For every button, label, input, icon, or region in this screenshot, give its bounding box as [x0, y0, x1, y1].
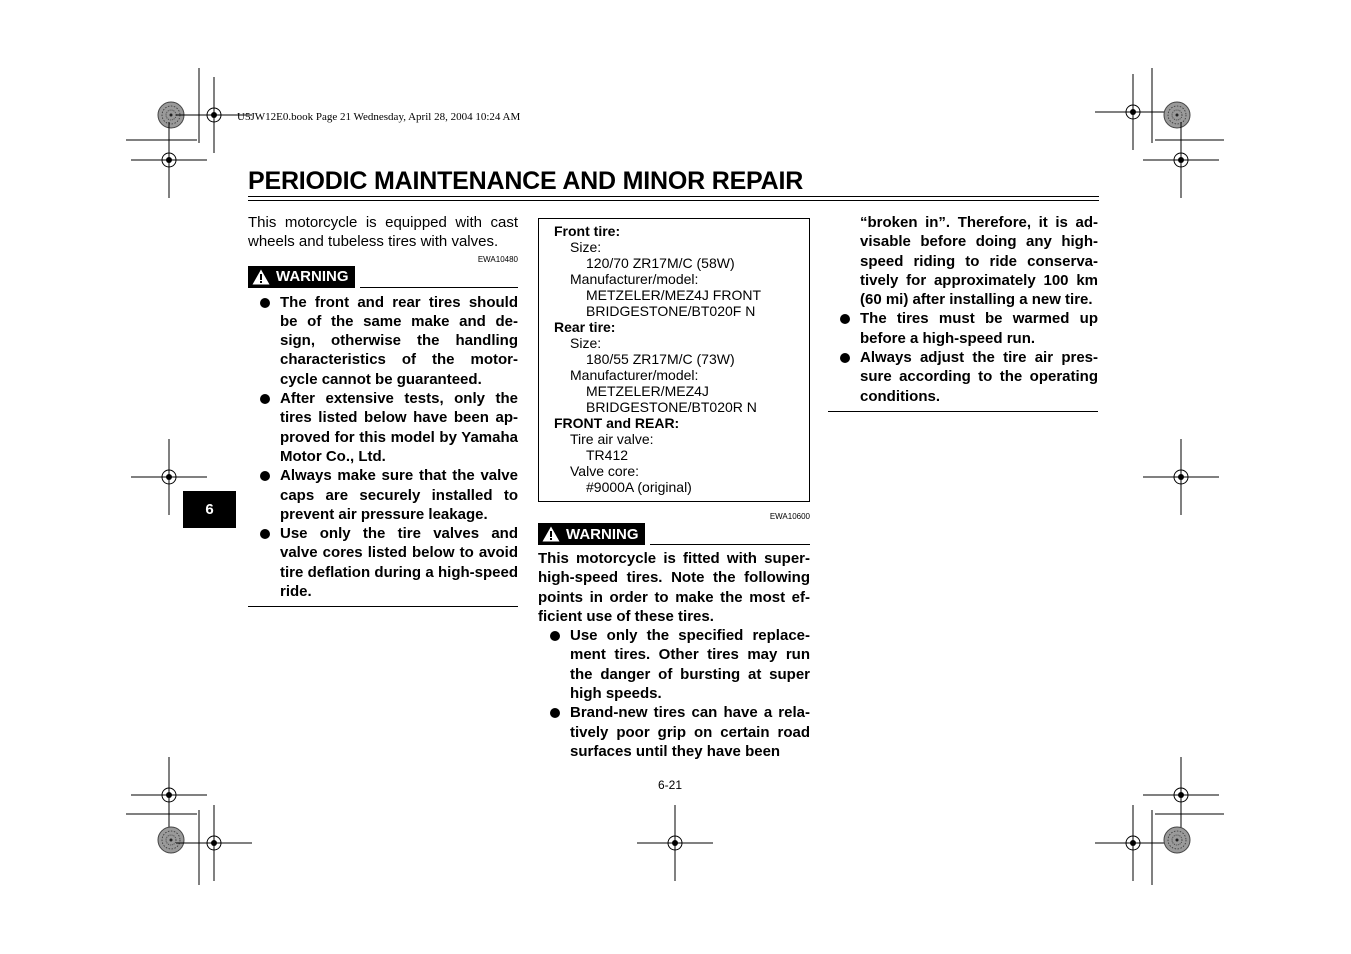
warning-rule	[650, 544, 811, 545]
spec-value: #9000A (original)	[586, 479, 692, 495]
bullet-icon	[840, 353, 850, 363]
registration-cross-icon	[1143, 757, 1219, 833]
title-rule	[248, 200, 1099, 201]
registration-star-icon	[1164, 102, 1190, 128]
warning-end-rule	[248, 606, 518, 607]
registration-cross-icon	[131, 757, 207, 833]
left-column	[248, 213, 518, 607]
spec-heading: Rear tire:	[554, 319, 616, 335]
spec-heading: FRONT and REAR:	[554, 415, 680, 431]
intro-paragraph: This motorcycle is equipped with cast wheels and tubeless tires with valves.	[248, 214, 518, 251]
warning-code: EWA10480	[477, 254, 518, 264]
spec-label: Manufacturer/model:	[570, 271, 699, 287]
spec-value: 180/55 ZR17M/C (73W)	[586, 351, 735, 367]
list-item: The tires must be warmed up before a high-speed run.	[828, 309, 1098, 348]
bullet-icon	[260, 394, 270, 404]
spec-value: METZELER/MEZ4J	[586, 383, 709, 399]
spec-label: Size:	[570, 239, 602, 255]
bullet-icon	[260, 529, 270, 539]
middle-column	[538, 218, 810, 761]
chapter-tab	[183, 491, 236, 528]
list-item: Use only the tire valves and valve cores listed below to avoid tire deflation during a high-speed ride.	[248, 524, 518, 601]
spec-label: Valve core:	[570, 463, 639, 479]
bullet-icon	[550, 708, 560, 718]
list-item: After extensive tests, only the tires listed below have been ap-proved for this model by Yamaha Motor Co., Ltd.	[248, 389, 518, 466]
warning-triangle-icon	[252, 269, 270, 285]
warning-end-rule	[828, 411, 1098, 412]
right-column	[828, 213, 1098, 412]
list-item: The front and rear tires should be of the same make and de-sign, otherwise the handling characteristics of the motor-cycle cannot be guaranteed.	[248, 293, 518, 389]
spec-value: BRIDGESTONE/BT020F N	[586, 303, 756, 319]
registration-cross-icon	[131, 122, 207, 198]
warning-header	[538, 523, 810, 545]
bullet-icon	[260, 471, 270, 481]
title-rule	[248, 196, 1099, 197]
page-title: PERIODIC MAINTENANCE AND MINOR REPAIR	[248, 167, 804, 195]
spec-value: BRIDGESTONE/BT020R N	[586, 399, 757, 415]
registration-cross-icon	[1095, 74, 1171, 150]
tire-spec-box	[538, 218, 810, 502]
registration-cross-icon	[1095, 805, 1171, 881]
spec-heading: Front tire:	[554, 223, 621, 239]
bullet-icon	[840, 314, 850, 324]
file-info-header: U5JW12E0.book Page 21 Wednesday, April 28, 2004 10:24 AM	[237, 111, 521, 123]
warning-label: WARNING	[566, 525, 639, 543]
bullet-icon	[260, 298, 270, 308]
list-item: Use only the specified replace-ment tires. Other tires may run the danger of bursting at super high speeds.	[538, 626, 810, 703]
spec-label: Size:	[570, 335, 602, 351]
list-item: Always adjust the tire air pres-sure according to the operating conditions.	[828, 348, 1098, 406]
warning-label: WARNING	[276, 268, 349, 286]
spec-label: Manufacturer/model:	[570, 367, 699, 383]
warning-list	[248, 293, 518, 602]
list-item: “broken in”. Therefore, it is ad-visable before doing any high-speed riding to ride conserva-tively for approximately 100 km (60 mi) after installing a new tire.	[860, 214, 1098, 309]
warning-triangle-icon	[542, 526, 560, 542]
registration-star-icon	[158, 827, 184, 853]
page-number: 6-21	[658, 778, 683, 792]
spec-label: Tire air valve:	[570, 431, 654, 447]
spec-value: METZELER/MEZ4J FRONT	[586, 287, 762, 303]
warning-intro: This motorcycle is fitted with super-high-speed tires. Note the following points in order to make the most ef-ficient use of these tires.	[538, 550, 810, 625]
warning-badge	[538, 523, 645, 545]
registration-cross-icon	[1143, 122, 1219, 198]
warning-code: EWA10600	[769, 512, 810, 521]
warning-header	[248, 266, 518, 288]
registration-cross-icon	[637, 805, 713, 881]
registration-cross-icon	[176, 805, 252, 881]
registration-cross-icon	[1143, 439, 1219, 515]
warning-rule	[360, 287, 519, 288]
spec-value: TR412	[586, 447, 629, 463]
registration-star-icon	[1164, 827, 1190, 853]
bullet-icon	[550, 631, 560, 641]
warning-badge	[248, 266, 355, 288]
spec-value: 120/70 ZR17M/C (58W)	[586, 255, 735, 271]
list-item: Brand-new tires can have a rela-tively poor grip on certain road surfaces until they have been	[538, 703, 810, 761]
warning-list	[538, 626, 810, 761]
chapter-number: 6	[205, 501, 214, 518]
list-item: Always make sure that the valve caps are securely installed to prevent air pressure leakage.	[248, 466, 518, 524]
warning-list-continued	[828, 213, 1098, 406]
